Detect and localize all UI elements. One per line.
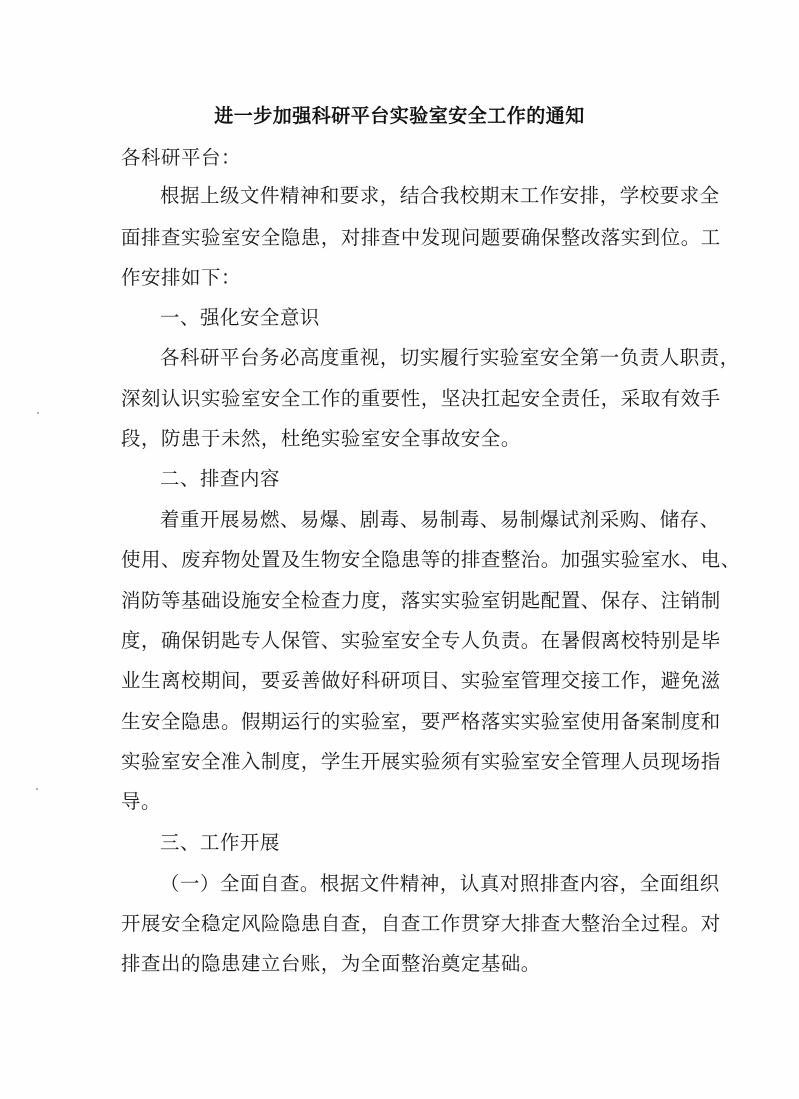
section-2-heading: 二、排查内容: [160, 467, 280, 490]
intro-line-1: 根据上级文件精神和要求，结合我校期末工作安排，学校要求全: [160, 184, 720, 207]
section-1-line-3: 段，防患于未然，杜绝实验室安全事故安全。: [121, 427, 521, 450]
salutation: 各科研平台：: [121, 146, 241, 169]
section-3-line-2: 开展安全稳定风险隐患自查，自查工作贯穿大排查大整治全过程。对: [121, 912, 721, 935]
section-3-line-1: （一）全面自查。根据文件精神，认真对照排查内容，全面组织: [160, 872, 720, 895]
section-1-heading: 一、强化安全意识: [160, 306, 320, 329]
section-2-line-2: 使用、废弃物处置及生物安全隐患等的排查整治。加强实验室水、电、: [121, 548, 741, 571]
scan-speck: [36, 788, 38, 790]
section-2-line-7: 实验室安全准入制度，学生开展实验须有实验室安全管理人员现场指: [121, 750, 721, 773]
section-3-line-3: 排查出的隐患建立台账，为全面整治奠定基础。: [121, 952, 541, 975]
intro-line-2: 面排查实验室安全隐患，对排查中发现问题要确保整改落实到位。工: [121, 226, 721, 249]
section-2-line-8: 导。: [121, 790, 161, 813]
document-title: 进一步加强科研平台实验室安全工作的通知: [214, 105, 585, 127]
intro-line-3: 作安排如下：: [121, 266, 241, 289]
section-2-line-3: 消防等基础设施安全检查力度，落实实验室钥匙配置、保存、注销制: [121, 589, 721, 612]
section-2-line-5: 业生离校期间，要妥善做好科研项目、实验室管理交接工作，避免滋: [121, 669, 721, 692]
section-3-heading: 三、工作开展: [160, 831, 280, 854]
section-1-line-1: 各科研平台务必高度重视，切实履行实验室安全第一负责人职责，: [160, 346, 740, 369]
section-1-line-2: 深刻认识实验室安全工作的重要性，坚决扛起安全责任，采取有效手: [121, 387, 721, 410]
section-2-line-6: 生安全隐患。假期运行的实验室，要严格落实实验室使用备案制度和: [121, 710, 721, 733]
section-2-line-4: 度，确保钥匙专人保管、实验室安全专人负责。在暑假离校特别是毕: [121, 629, 721, 652]
section-2-line-1: 着重开展易燃、易爆、剧毒、易制毒、易制爆试剂采购、储存、: [160, 508, 720, 531]
scan-speck: [37, 412, 39, 414]
